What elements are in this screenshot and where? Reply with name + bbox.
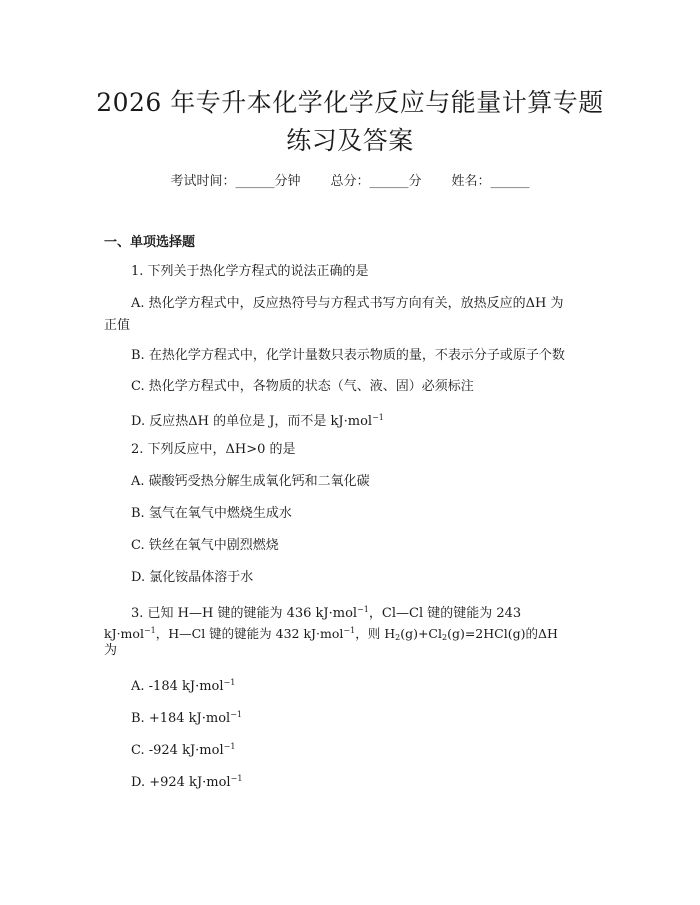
q3-option-d: D. +924 kJ·mol$^{-1}$ [131, 774, 243, 790]
q3-option-a: A. -184 kJ·mol$^{-1}$ [131, 678, 236, 694]
q2-option-a: A. 碳酸钙受热分解生成氧化钙和二氧化碳 [131, 474, 370, 489]
q3-stem-end: 为 [104, 643, 118, 658]
q3-stem-cont: kJ·mol$^{-1}$，H—Cl 键的键能为 432 kJ·mol$^{-1}$，则 $H_2(g)+Cl_2(g)=2HCl(g)$的ΔH [104, 626, 558, 642]
q1-option-a: A. 热化学方程式中，反应热符号与方程式书写方向有关，放热反应的ΔH 为 [131, 296, 564, 311]
q1-stem: 1. 下列关于热化学方程式的说法正确的是 [131, 264, 369, 279]
title-line-1: 2026 年专升本化学化学反应与能量计算专题 [96, 88, 604, 117]
q2-option-c: C. 铁丝在氧气中剧烈燃烧 [131, 538, 279, 553]
section-heading: 一、单项选择题 [104, 235, 196, 250]
exam-name: 姓名：______ [451, 174, 530, 189]
q3-option-b: B. +184 kJ·mol$^{-1}$ [131, 710, 242, 726]
exam-info [0, 170, 700, 189]
q3-stem: 3. 已知 H—H 键的键能为 436 kJ·mol$^{-1}$，Cl—Cl 键的键能为 243 [131, 605, 522, 621]
q1-option-d: D. 反应热ΔH 的单位是 J，而不是 kJ·mol$^{-1}$ [131, 413, 384, 429]
q2-option-b: B. 氢气在氧气中燃烧生成水 [131, 506, 292, 521]
exam-time: 考试时间：______分钟 [170, 174, 301, 189]
q1-option-c: C. 热化学方程式中，各物质的状态（气、液、固）必须标注 [131, 379, 474, 394]
q3-option-c: C. -924 kJ·mol$^{-1}$ [131, 742, 236, 758]
title-line-2: 练习及答案 [286, 126, 414, 155]
q1-option-b: B. 在热化学方程式中，化学计量数只表示物质的量，不表示分子或原子个数 [131, 348, 565, 363]
exam-score: 总分：______分 [330, 174, 422, 189]
q2-stem: 2. 下列反应中，ΔH>0 的是 [131, 442, 296, 457]
page-title [60, 84, 640, 160]
q2-option-d: D. 氯化铵晶体溶于水 [131, 570, 254, 585]
q1-option-a-cont: 正值 [104, 318, 131, 333]
